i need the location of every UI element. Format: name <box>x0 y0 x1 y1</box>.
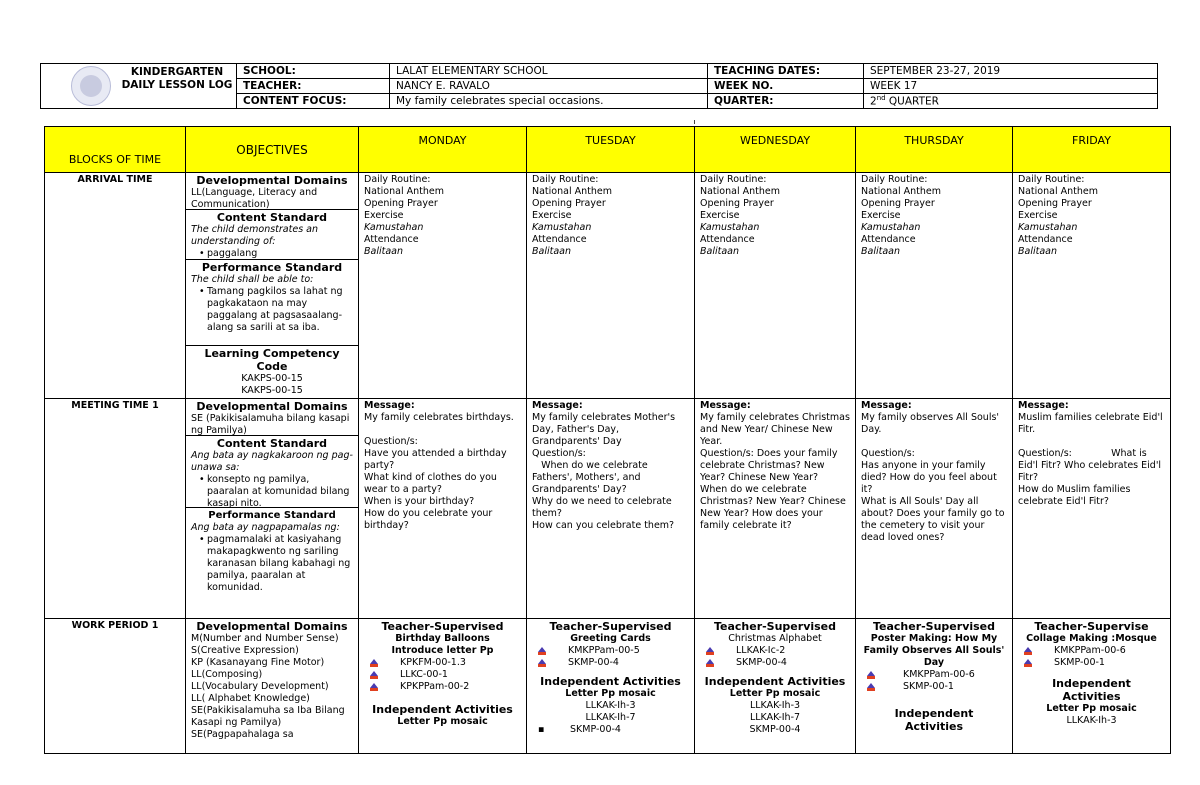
routine-line: Opening Prayer <box>532 198 606 209</box>
independent-code: LLKAK-Ih-7 <box>585 712 636 723</box>
meeting-domains <box>186 399 358 436</box>
meeting-tuesday <box>527 399 695 619</box>
log-title-line2: DAILY LESSON LOG <box>121 79 233 91</box>
meeting-cs-title: Content Standard <box>216 437 328 450</box>
message-line: My family celebrates Mother's Day, Father's Day, Grandparents' Day <box>532 412 676 447</box>
independent-title: Independent Activities <box>540 675 681 688</box>
arrival-block-label: ARRIVAL TIME <box>45 173 186 399</box>
meeting-performance-standard <box>186 508 358 595</box>
col-tuesday: TUESDAY <box>527 127 695 173</box>
arrival-lc-title: Learning Competency Code <box>204 347 340 373</box>
message-line: How do you celebrate your birthday? <box>364 508 493 531</box>
col-monday: MONDAY <box>359 127 527 173</box>
work-title: Teacher-Supervise <box>1034 620 1149 633</box>
message-line: When is your birthday? <box>364 496 475 507</box>
code-item: SKMP-00-1 <box>861 681 1007 693</box>
log-title <box>121 66 233 92</box>
meeting-ps-text: Ang bata ay nagpapamalas ng: <box>191 522 340 533</box>
message-line: How can you celebrate them? <box>532 520 675 531</box>
work-title: Teacher-Supervised <box>549 620 672 633</box>
routine-line: Balitaan <box>364 246 404 257</box>
routine-line: Attendance <box>532 234 587 245</box>
independent-activity: Letter Pp mosaic <box>565 688 656 699</box>
work-tuesday <box>527 619 695 754</box>
independent-title: Independent Activities <box>372 703 513 716</box>
message-line: When do we celebrate Fathers', Mothers', and Grandparents' Day? <box>532 460 651 495</box>
meeting-row <box>45 399 1171 619</box>
arrival-dd-title: Developmental Domains <box>196 174 348 187</box>
col-blocks: BLOCKS OF TIME <box>45 127 186 173</box>
work-activity: Collage Making :Mosque <box>1026 633 1157 644</box>
message-line: My family observes All Souls' Day. <box>861 412 1000 435</box>
routine-line: Exercise <box>861 210 901 221</box>
message-line: Question/s: <box>364 436 418 447</box>
routine-line: National Anthem <box>532 186 612 197</box>
deped-seal-icon <box>71 66 111 106</box>
routine-line: National Anthem <box>861 186 941 197</box>
routine-line: Daily Routine: <box>1018 174 1085 185</box>
arrival-cs-text: The child demonstrates an understanding of: <box>191 224 319 247</box>
work-friday <box>1013 619 1171 754</box>
routine-line: Kamustahan <box>861 222 921 233</box>
routine-line: Daily Routine: <box>364 174 431 185</box>
col-thursday: THURSDAY <box>856 127 1013 173</box>
message-line: Question/s: <box>861 448 915 459</box>
message-line: When do we celebrate Christmas? New Year? Chinese New Year? How does your family celebrate it? <box>700 484 846 531</box>
routine-line: National Anthem <box>700 186 780 197</box>
meeting-objectives <box>186 399 359 619</box>
work-activity: Poster Making: How My Family Observes All Souls' Day <box>863 633 1005 668</box>
message-label: Message: <box>364 400 415 411</box>
message-label: Message: <box>1018 400 1069 411</box>
arrival-thursday <box>856 173 1013 399</box>
arrival-ps-bullet: • Tamang pagkilos sa lahat ng pagkakataon na may paggalang at pagsasaalang-alang sa sarili at sa iba. <box>191 286 353 334</box>
arrival-tuesday <box>527 173 695 399</box>
column-header-row <box>45 127 1171 173</box>
message-line: My family celebrates birthdays. <box>364 412 514 423</box>
arrival-row <box>45 173 1171 399</box>
arrival-dd-text: LL(Language, Literacy and Communication) <box>191 187 318 210</box>
focus-label: CONTENT FOCUS: <box>237 94 390 109</box>
independent-activity: Letter Pp mosaic <box>1046 703 1137 714</box>
routine-line: Opening Prayer <box>700 198 774 209</box>
routine-line: Balitaan <box>700 246 740 257</box>
arrival-lc-code2: KAKPS-00-15 <box>241 385 303 396</box>
meeting-dd-title: Developmental Domains <box>196 400 348 413</box>
independent-title: Independent Activities <box>704 675 846 688</box>
work-wednesday <box>695 619 856 754</box>
meeting-thursday <box>856 399 1013 619</box>
arrival-performance-standard <box>186 260 358 346</box>
message-line: Question/s: <box>532 448 586 459</box>
work-block-label: WORK PERIOD 1 <box>45 619 186 754</box>
meeting-dd-text: SE (Pakikisalamuha bilang kasapi ng Pamilya) <box>191 413 350 436</box>
routine-line: Kamustahan <box>700 222 760 233</box>
arrival-monday <box>359 173 527 399</box>
work-monday <box>359 619 527 754</box>
routine-line: Exercise <box>532 210 572 221</box>
routine-line: Exercise <box>364 210 404 221</box>
code-item: LLKAK-Ic-2 <box>700 645 850 657</box>
message-line: Has anyone in your family died? How do you feel about it? <box>861 460 997 495</box>
code-item: KMKPPam-00-6 <box>861 669 1007 681</box>
school-label: SCHOOL: <box>237 64 390 79</box>
code-item: KMKPPam-00-5 <box>532 645 689 657</box>
work-thursday <box>856 619 1013 754</box>
message-line: What is All Souls' Day all about? Does your family go to the cemetery to visit your dead loved ones? <box>861 496 1005 543</box>
independent-code: ▪ SKMP-00-4 <box>532 724 689 736</box>
work-objectives <box>186 619 359 754</box>
work-dd-line: SE(Pagpapahalaga sa <box>191 729 294 740</box>
quarter-value <box>864 94 1158 109</box>
independent-activity: Letter Pp mosaic <box>397 716 488 727</box>
arrival-friday <box>1013 173 1171 399</box>
meeting-cs-text: Ang bata ay nagkakaroon ng pag-unawa sa: <box>191 450 353 473</box>
routine-line: National Anthem <box>1018 186 1098 197</box>
message-line: Question/s: Does your family celebrate Christmas? New Year? Chinese New Year? <box>700 448 838 483</box>
arrival-objectives <box>186 173 359 399</box>
meeting-ps-bullet: • pagmamalaki at kasiyahang makapagkwento ng sariling karanasan bilang kabahagi ng pamilya, paaralan at komunidad. <box>191 534 353 594</box>
work-dd-title: Developmental Domains <box>196 620 348 633</box>
arrival-domains <box>186 173 358 210</box>
teacher-value: NANCY E. RAVALO <box>390 79 708 94</box>
message-label: Message: <box>700 400 751 411</box>
week-value: WEEK 17 <box>864 79 1158 94</box>
dates-value: SEPTEMBER 23-27, 2019 <box>864 64 1158 79</box>
independent-title: Independent Activities <box>1052 677 1131 703</box>
routine-line: Attendance <box>700 234 755 245</box>
work-activity: Christmas Alphabet <box>728 633 822 644</box>
routine-line: National Anthem <box>364 186 444 197</box>
work-dd-line: SE(Pakikisalamuha sa Iba Bilang Kasapi ng Pamilya) <box>191 705 345 728</box>
col-wednesday: WEDNESDAY <box>695 127 856 173</box>
quarter-suffix: nd <box>876 94 886 103</box>
meeting-content-standard <box>186 436 358 508</box>
school-value: LALAT ELEMENTARY SCHOOL <box>390 64 708 79</box>
code-item: LLKC-00-1 <box>364 669 521 681</box>
message-label: Message: <box>532 400 583 411</box>
lesson-table <box>44 126 1171 754</box>
independent-activity: Letter Pp mosaic <box>729 688 821 699</box>
arrival-ps-title: Performance Standard <box>201 261 343 274</box>
code-item: SKMP-00-1 <box>1018 657 1165 669</box>
meeting-monday <box>359 399 527 619</box>
independent-code: LLKAK-Ih-7 <box>749 712 801 723</box>
message-line: Question/s: What is Eid'l Fitr? Who celebrates Eid'l Fitr? <box>1018 448 1165 483</box>
routine-line: Daily Routine: <box>532 174 599 185</box>
message-line: How do Muslim families celebrate Eid'l Fitr? <box>1018 484 1131 507</box>
work-activity2: Introduce letter Pp <box>391 645 494 656</box>
log-title-line1: KINDERGARTEN <box>130 66 224 78</box>
code-item: KPKPPam-00-2 <box>364 681 521 693</box>
work-title: Teacher-Supervised <box>713 620 837 633</box>
independent-title: Independent Activities <box>894 707 974 733</box>
meeting-wednesday <box>695 399 856 619</box>
work-dd-line: LL(Vocabulary Development) <box>191 681 329 692</box>
arrival-wednesday <box>695 173 856 399</box>
routine-line: Attendance <box>364 234 419 245</box>
work-activity: Greeting Cards <box>570 633 651 644</box>
work-activity: Birthday Balloons <box>395 633 490 644</box>
routine-line: Daily Routine: <box>861 174 928 185</box>
message-line <box>1018 436 1165 448</box>
meeting-ps-title: Performance Standard <box>208 510 336 521</box>
header-table <box>40 63 1158 109</box>
work-dd-line: S(Creative Expression) <box>191 645 299 656</box>
quarter-text: QUARTER <box>885 95 939 108</box>
arrival-cs-title: Content Standard <box>216 211 328 224</box>
meeting-block-label: MEETING TIME 1 <box>45 399 186 619</box>
arrival-ps-text: The child shall be able to: <box>191 274 314 285</box>
routine-line: Exercise <box>700 210 740 221</box>
code-item: SKMP-00-4 <box>700 657 850 669</box>
independent-code: LLKAK-Ih-3 <box>585 700 636 711</box>
meeting-friday <box>1013 399 1171 619</box>
independent-code: LLKAK-Ih-3 <box>749 700 801 711</box>
col-friday: FRIDAY <box>1013 127 1171 173</box>
message-line: My family celebrates Christmas and New Year/ Chinese New Year. <box>700 412 850 447</box>
routine-line: Balitaan <box>1018 246 1058 257</box>
routine-line: Balitaan <box>861 246 901 257</box>
routine-line: Exercise <box>1018 210 1058 221</box>
message-line: Muslim families celebrate Eid'l Fitr. <box>1018 412 1163 435</box>
work-dd-line: KP (Kasanayang Fine Motor) <box>191 657 325 668</box>
focus-value: My family celebrates special occasions. <box>390 94 708 109</box>
work-row <box>45 619 1171 754</box>
routine-line: Attendance <box>1018 234 1073 245</box>
dates-label: TEACHING DATES: <box>708 64 864 79</box>
work-title: Teacher-Supervised <box>381 620 504 633</box>
message-line: What kind of clothes do you wear to a party? <box>364 472 497 495</box>
routine-line: Kamustahan <box>364 222 424 233</box>
work-dd-line: LL( Alphabet Knowledge) <box>191 693 310 704</box>
code-item: SKMP-00-4 <box>532 657 689 669</box>
message-line: Why do we need to celebrate them? <box>532 496 672 519</box>
col-objectives: OBJECTIVES <box>186 127 359 173</box>
routine-line: Opening Prayer <box>1018 198 1092 209</box>
work-dd-line: LL(Composing) <box>191 669 263 680</box>
routine-line: Kamustahan <box>532 222 592 233</box>
message-line <box>861 436 1007 448</box>
code-item: KPKFM-00-1.3 <box>364 657 521 669</box>
quarter-label: QUARTER: <box>708 94 864 109</box>
work-title: Teacher-Supervised <box>872 620 996 633</box>
message-line: Have you attended a birthday party? <box>364 448 507 471</box>
code-item: KMKPPam-00-6 <box>1018 645 1165 657</box>
independent-code: SKMP-00-4 <box>749 724 801 735</box>
divider-mark <box>694 120 695 124</box>
routine-line: Attendance <box>861 234 916 245</box>
work-dd-line: M(Number and Number Sense) <box>191 633 339 644</box>
arrival-lc-code1: KAKPS-00-15 <box>241 373 303 384</box>
routine-line: Opening Prayer <box>364 198 438 209</box>
teacher-label: TEACHER: <box>237 79 390 94</box>
meeting-cs-bullet: • konsepto ng pamilya, paaralan at komunidad bilang kasapi nito. <box>191 474 353 510</box>
message-label: Message: <box>861 400 912 411</box>
routine-line: Daily Routine: <box>700 174 767 185</box>
arrival-content-standard <box>186 210 358 260</box>
routine-line: Opening Prayer <box>861 198 935 209</box>
week-label: WEEK NO. <box>708 79 864 94</box>
routine-line: Balitaan <box>532 246 572 257</box>
message-line <box>364 424 521 436</box>
quarter-number: 2 <box>870 95 877 108</box>
independent-code: LLKAK-Ih-3 <box>1066 715 1117 726</box>
routine-line: Kamustahan <box>1018 222 1078 233</box>
header-logo-cell <box>41 64 237 109</box>
arrival-cs-bullet: • paggalang <box>191 248 353 260</box>
arrival-learning-competency <box>186 346 358 398</box>
